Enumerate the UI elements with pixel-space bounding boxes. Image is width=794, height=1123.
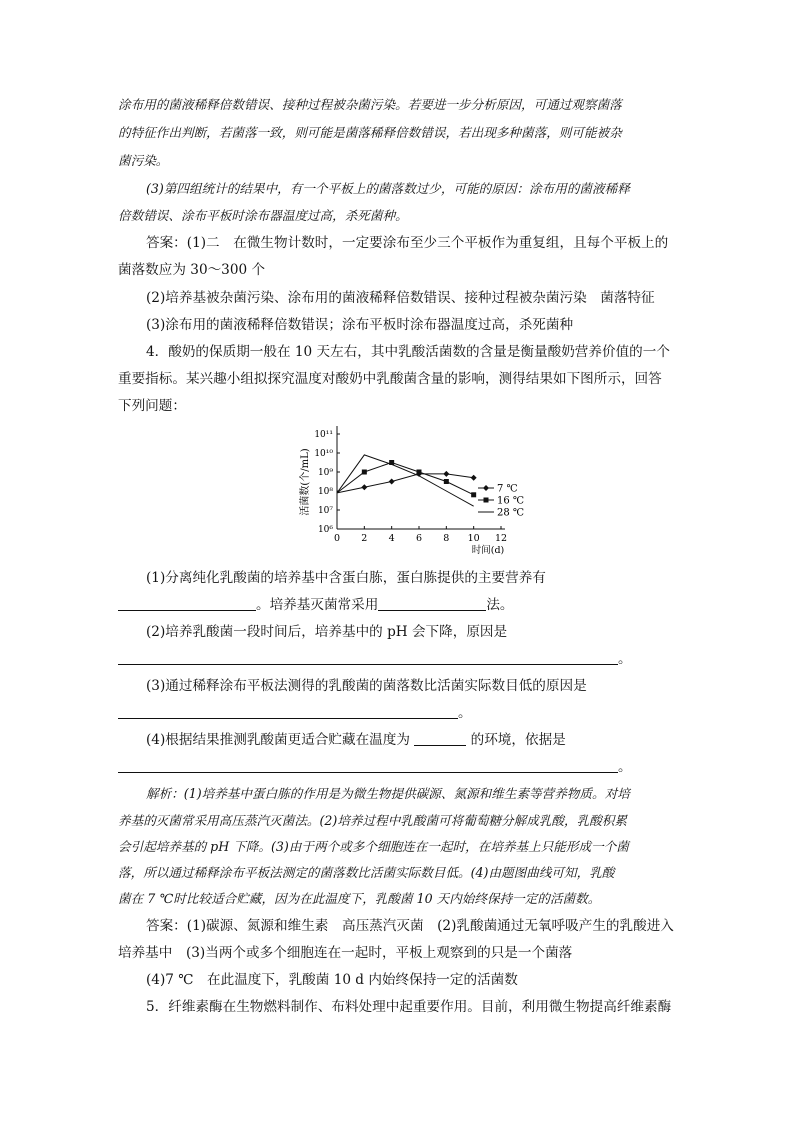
analysis-line: 落，所以通过稀释涂布平板法测定的菌落数比活菌实际数目低。(4)由题图曲线可知，乳酸: [118, 865, 615, 880]
analysis-line: 菌在 7 ℃时比较适合贮藏，因为在此温度下，乳酸菌 10 天内始终保持一定的活菌数。: [118, 891, 601, 906]
answer-blank[interactable]: [118, 650, 618, 665]
x-tick-label: 4: [388, 533, 395, 544]
data-point: [361, 484, 367, 490]
series-line: [337, 463, 474, 495]
answer-line: (2)培养基被杂菌污染、涂布用的菌液稀释倍数错误、接种过程被杂菌污染 菌落特征: [146, 290, 655, 306]
answer-line: 答案：(1)二 在微生物计数时，一定要涂布至少三个平板作为重复组，且每个平板上的: [146, 235, 669, 251]
x-tick-label: 10: [467, 533, 480, 544]
text-line: (3)第四组统计的结果中，有一个平板上的菌落数过少，可能的原因：涂布用的菌液稀释: [146, 181, 630, 196]
answer-blank[interactable]: [118, 758, 618, 773]
question-line: (3)通过稀释涂布平板法测得的乳酸菌的菌落数比活菌实际数目低的原因是: [146, 678, 587, 694]
x-tick-label: 8: [443, 533, 450, 544]
question-line: 下列问题：: [118, 398, 186, 414]
y-axis-label: 活菌数(个/mL): [300, 448, 311, 516]
legend-label: 16 ℃: [497, 495, 525, 507]
question-line: 重要指标。某兴趣小组拟探究温度对酸奶中乳酸菌含量的影响，测得结果如下图所示，回答: [118, 371, 662, 387]
x-tick-label: 0: [333, 533, 341, 544]
answer-line: (3)涂布用的菌液稀释倍数错误；涂布平板时涂布器温度过高，杀死菌种: [146, 317, 574, 333]
text-line: 的特征作出判断，若菌落一致，则可能是菌落稀释倍数错误，若出现多种菌落，则可能被杂: [118, 125, 622, 140]
question-line: 4．酸奶的保质期一般在 10 天左右，其中乳酸活菌数的含量是衡量酸奶营养价值的一个: [146, 344, 670, 360]
analysis-line: 会引起培养基的 pH 下降。(3)由于两个或多个细胞连在一起时，在培养基上只能形成一个菌: [118, 839, 629, 854]
y-tick-label: 10¹⁰: [314, 449, 333, 459]
bacteria-count-chart: [0, 410, 794, 570]
legend-label: 28 ℃: [497, 507, 525, 519]
answer-line: 答案：(1)碳源、氮源和维生素 高压蒸汽灭菌 (2)乳酸菌通过无氧呼吸产生的乳酸进入: [146, 918, 674, 934]
question-line: 。培养基灭菌常采用 法。: [118, 594, 514, 616]
data-point: [471, 475, 477, 481]
data-point: [443, 471, 449, 477]
data-point: [444, 479, 449, 484]
data-point: [471, 492, 476, 497]
x-tick-label: 12: [494, 533, 508, 544]
data-point: [362, 470, 367, 475]
text-line: 菌污染。: [118, 153, 169, 168]
question-line: (1)分离纯化乳酸菌的培养基中含蛋白胨，蛋白胨提供的主要营养有: [146, 570, 546, 586]
legend-label: 7 ℃: [497, 483, 518, 495]
answer-blank[interactable]: [414, 731, 466, 746]
question-line: 。: [118, 648, 632, 670]
answer-blank[interactable]: [118, 704, 458, 719]
y-tick-label: 10⁶: [317, 525, 333, 535]
question-line: 。: [118, 702, 472, 724]
analysis-line: 养基的灭菌常采用高压蒸汽灭菌法。(2)培养过程中乳酸菌可将葡萄糖分解成乳酸，乳酸积累: [118, 813, 627, 828]
answer-line: 培养基中 (3)当两个或多个细胞连在一起时，平板上观察到的只是一个菌落: [118, 945, 573, 961]
analysis-line: 解析：(1)培养基中蛋白胨的作用是为微生物提供碳源、氮源和维生素等营养物质。对培: [146, 786, 630, 801]
text-line: 涂布用的菌液稀释倍数错误、接种过程被杂菌污染。若要进一步分析原因，可通过观察菌落: [118, 97, 622, 112]
question-line: 。: [118, 756, 632, 778]
legend-marker: [484, 498, 489, 503]
answer-line: 菌落数应为 30～300 个: [118, 262, 266, 278]
legend-marker: [483, 485, 489, 491]
answer-blank[interactable]: [118, 596, 256, 611]
data-point: [417, 470, 422, 475]
y-tick-label: 10¹¹: [314, 430, 333, 440]
y-tick-label: 10⁸: [317, 487, 333, 497]
data-point: [389, 479, 395, 485]
y-tick-label: 10⁷: [317, 506, 333, 516]
question-line: (2)培养乳酸菌一段时间后，培养基中的 pH 会下降，原因是: [146, 624, 508, 640]
answer-blank[interactable]: [378, 596, 486, 611]
question-line: (4)根据结果推测乳酸菌更适合贮藏在温度为 的环境，依据是: [146, 732, 566, 748]
series-line: [337, 455, 474, 506]
text-line: 倍数错误、涂布平板时涂布器温度过高，杀死菌种。: [118, 208, 408, 223]
y-tick-label: 10⁹: [317, 468, 333, 478]
answer-line: (4)7 ℃ 在此温度下，乳酸菌 10 d 内始终保持一定的活菌数: [146, 972, 518, 988]
x-tick-label: 2: [361, 533, 368, 544]
question-line: 5．纤维素酶在生物燃料制作、布料处理中起重要作用。目前，利用微生物提高纤维素酶: [146, 999, 672, 1015]
x-tick-label: 6: [415, 533, 423, 544]
x-axis-label: 时间(d): [471, 545, 505, 556]
